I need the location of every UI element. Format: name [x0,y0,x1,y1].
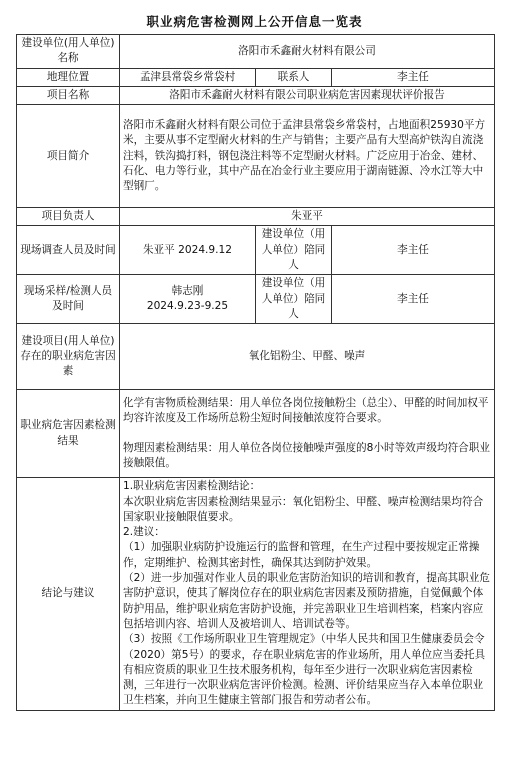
conclusion-para-1: 本次职业病危害因素检测结果显示：氧化铝粉尘、甲醛、噪声检测结果均符合国家职业接触限值要求。 [123,495,484,523]
project-lead-value: 朱亚平 [120,208,495,226]
project-lead-label: 项目负责人 [17,208,120,226]
hazards-label: 建设项目(用人单位)存在的职业病危害因素 [17,324,120,390]
conclusion-heading-2: 2.建议： [123,526,165,539]
site-survey-accomp-label: 建设单位（用人单位）陪同人 [256,226,332,275]
row-site-survey [17,226,495,275]
conclusion-label: 结论与建议 [17,478,120,710]
results-value [120,390,495,478]
conclusion-value [120,478,495,710]
suggestion-3: （3）按照《工作场所职业卫生管理规定》（中华人民共和国卫生健康委员会令（2020）第5号）的要求，存在职业病危害的作业场所，用人单位应当委托具有相应资质的职业卫生技术服务机构，每年至少进行一次职业病危害因素检测，三年进行一次职业病危害评价检测。检测、评价结果应当存入本单位职业卫生档案，并向卫生健康主管部门报告和劳动者公布。 [123,633,486,707]
sampling-value [120,275,256,324]
project-name-value: 洛阳市禾鑫耐火材料有限公司职业病危害因素现状评价报告 [120,86,495,104]
suggestion-2: （2）进一步加强对作业人员的职业危害防治知识的培训和教育，提高其职业危害防护意识，使其了解岗位存在的职业病危害因素及预防措施，自觉佩戴个体防护用品，维护职业病危害防护设施，并完善职业卫生培训档案，档案内容应包括培训内容、培训人及被培训人、培训试卷等。 [123,572,490,630]
sampling-date: 2024.9.23-9.25 [146,300,229,313]
contact-value: 李主任 [332,68,495,86]
row-conclusion [17,478,495,710]
address-value: 孟津县常袋乡常袋村 [120,68,256,86]
row-unit [17,35,495,69]
row-project-lead [17,208,495,226]
sampling-person: 韩志刚 [171,285,204,298]
row-project-intro [17,105,495,208]
project-name-label: 项目名称 [17,86,120,104]
results-label: 职业病危害因素检测结果 [17,390,120,478]
unit-value: 洛阳市禾鑫耐火材料有限公司 [120,35,495,69]
results-chemical: 化学有害物质检测结果：用人单位各岗位接触粉尘（总尘）、甲醛的时间加权平均容许浓度及工作场所总粉尘短时间接触浓度符合要求。 [123,397,489,425]
sampling-accomp-value: 李主任 [332,275,495,324]
sampling-accomp-label: 建设单位（用人单位）陪同人 [256,275,332,324]
address-label: 地理位置 [17,68,120,86]
project-intro-label: 项目简介 [17,105,120,208]
site-survey-accomp-value: 李主任 [332,226,495,275]
row-sampling [17,275,495,324]
conclusion-heading-1: 1.职业病危害因素检测结论： [123,480,261,493]
contact-label: 联系人 [256,68,332,86]
row-hazards [17,324,495,390]
suggestion-1: （1）加强职业病防护设施运行的监督和管理，在生产过程中要按规定正常操作，定期维护、检测其密封性，确保其达到防护效果。 [123,541,480,569]
results-physical: 物理因素检测结果：用人单位各岗位接触噪声强度的8小时等效声级均符合职业接触限值。 [123,441,490,470]
site-survey-value: 朱亚平 2024.9.12 [120,226,256,275]
site-survey-label: 现场调查人员及时间 [17,226,120,275]
row-results [17,390,495,478]
info-table [16,34,495,711]
sampling-label: 现场采样/检测人员及时间 [17,275,120,324]
hazards-value: 氧化铝粉尘、甲醛、噪声 [120,324,495,390]
project-intro-value: 洛阳市禾鑫耐火材料有限公司位于孟津县常袋乡常袋村，占地面积25930平方米，主要从事不定型耐火材料的生产与销售；主要产品有大型高炉铁沟自流浇注料，铁沟捣打料，钢包浇注料等不定型耐火材料。广泛应用于冶金、建材、石化、电力等行业，其中产品在冶金行业主要应用于湖南链源、冷水江等大中型钢厂。 [120,105,495,208]
row-project-name [17,86,495,104]
row-address [17,68,495,86]
page-title: 职业病危害检测网上公开信息一览表 [146,14,363,29]
unit-label: 建设单位(用人单位)名称 [17,35,120,69]
